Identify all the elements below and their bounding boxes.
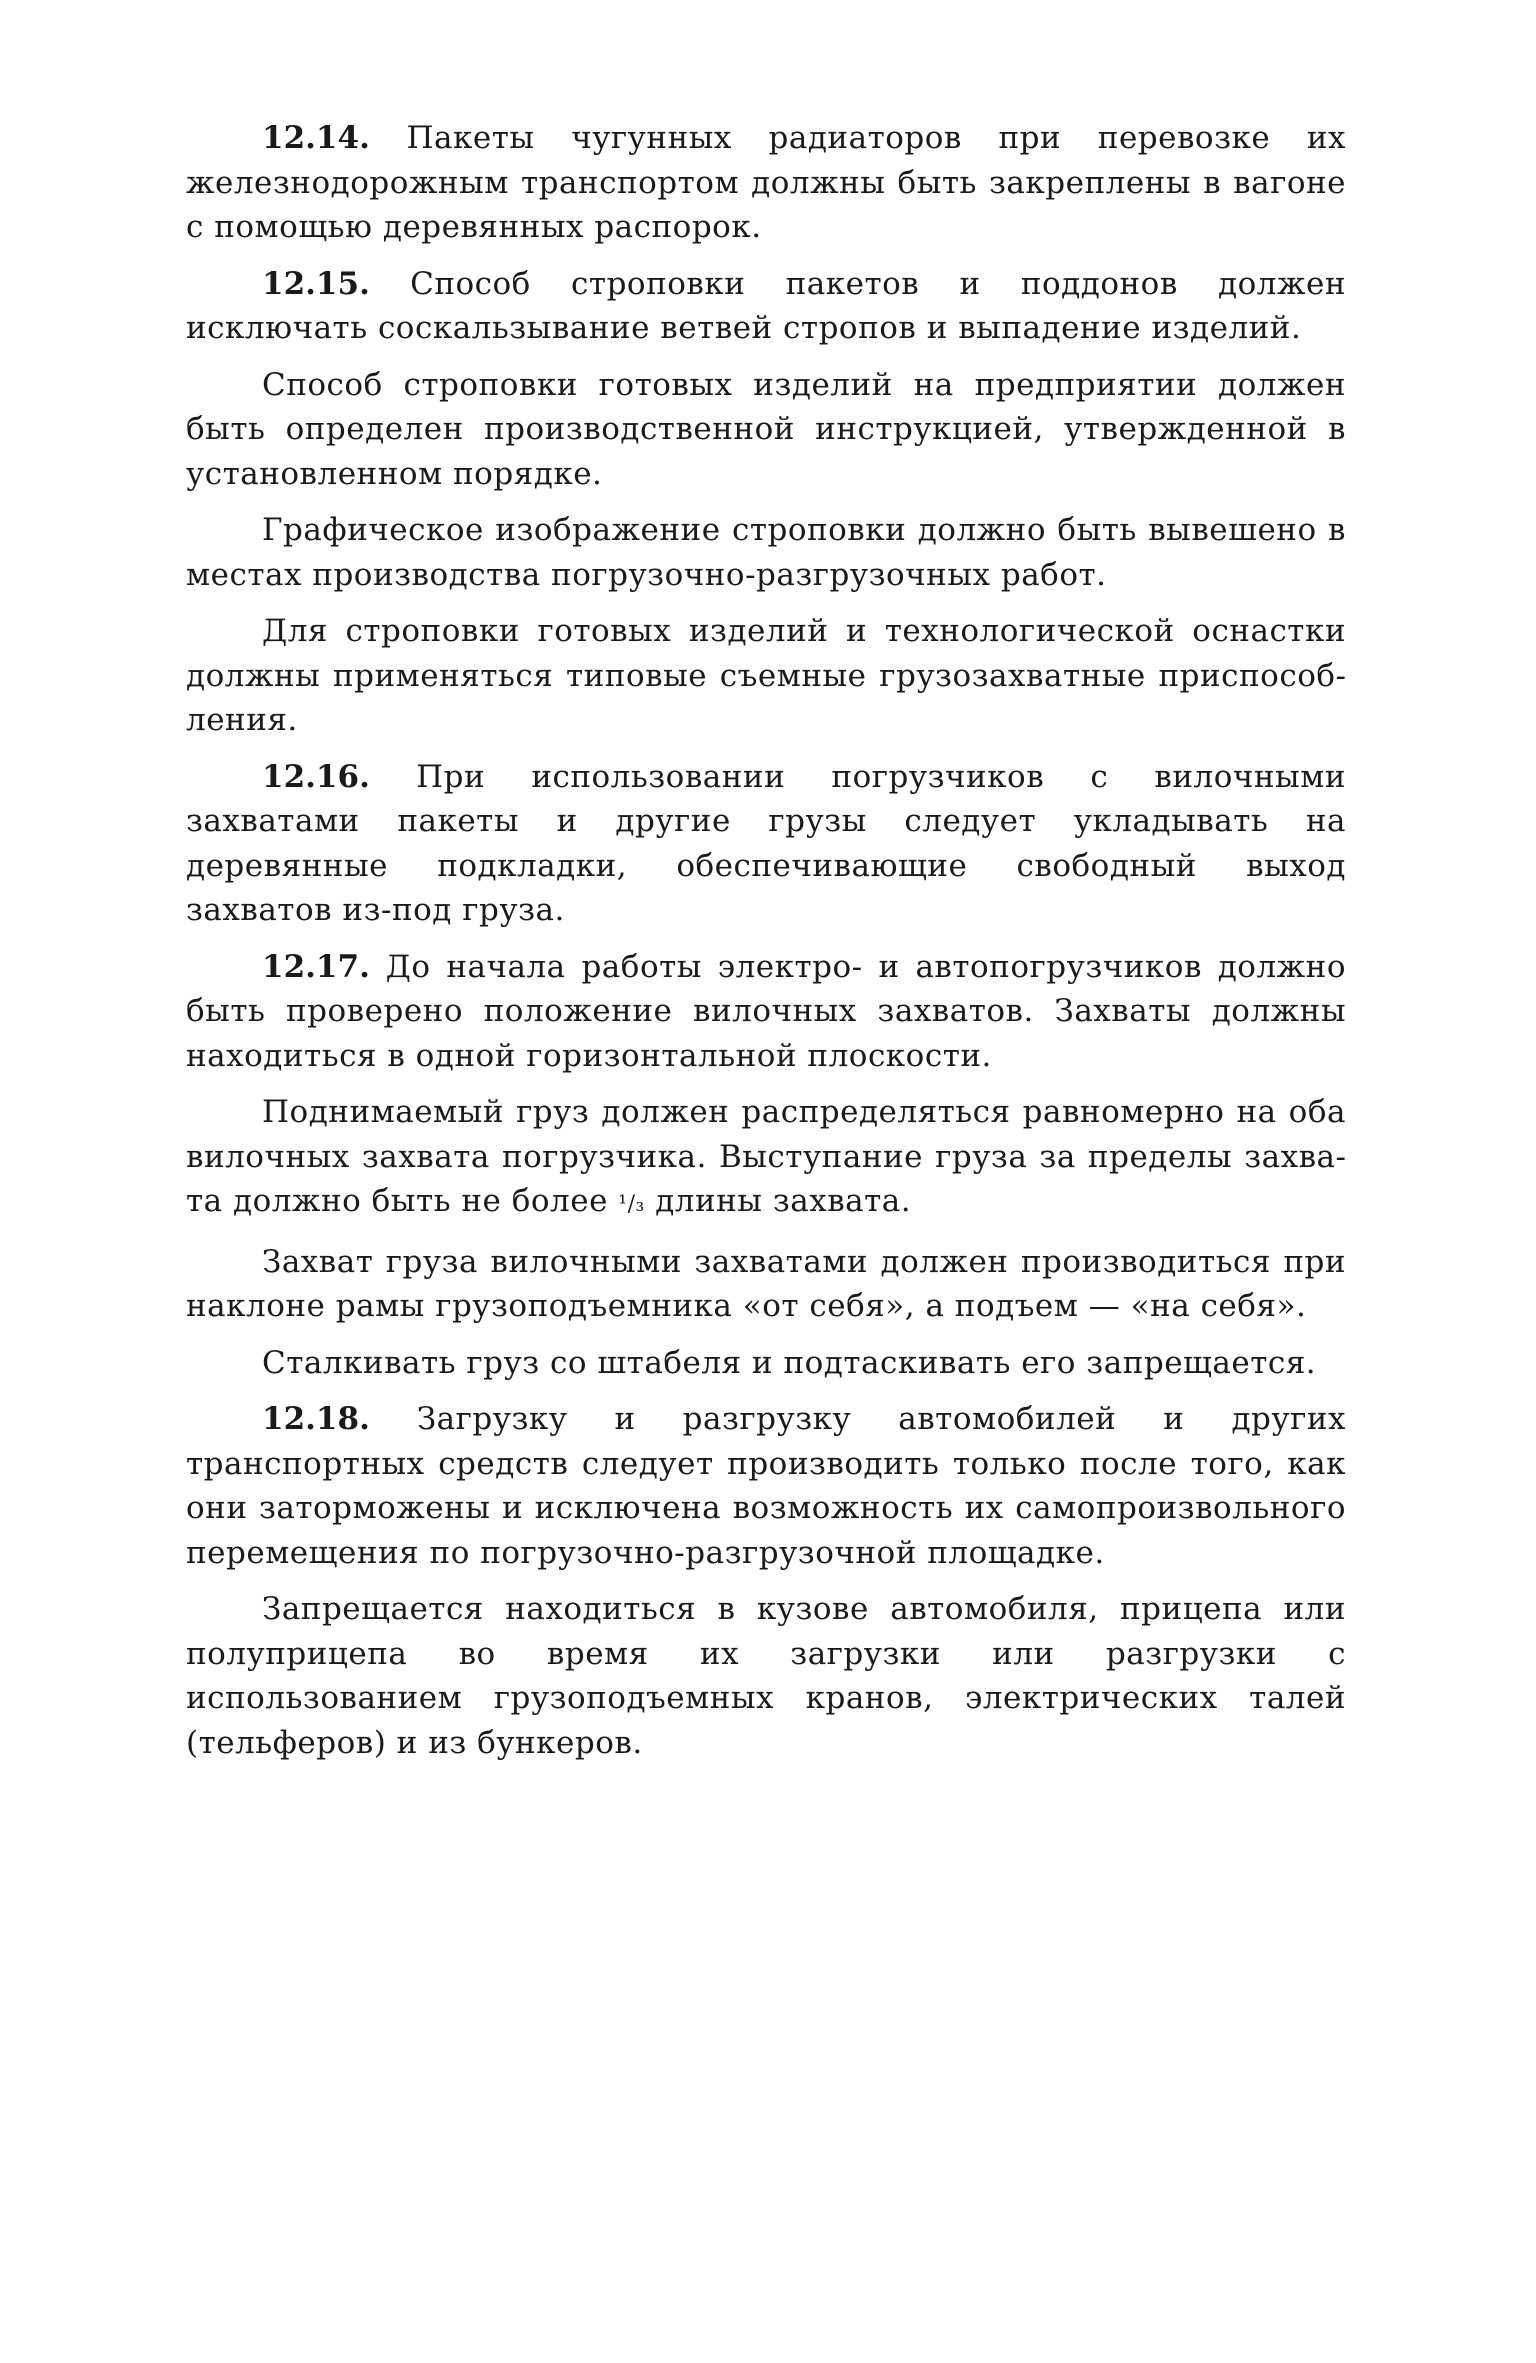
paragraph-text: Загрузку и разгрузку автомобилей и других транспортных средств следует производить только после того, как они заторможены и исключена возможность их самопроизвольного перемещения по погрузочно-разгрузочной площадке. bbox=[186, 1401, 1346, 1571]
paragraph-text: Пакеты чугунных радиаторов при перевозке их железнодорожным транспортом должны быть закреплены в вагоне с помощью деревянных распорок. bbox=[186, 120, 1346, 245]
paragraph-fork-tilt bbox=[186, 1240, 1346, 1329]
paragraph-12-16 bbox=[186, 755, 1346, 933]
paragraph-text: Захват груза вилочными захватами должен производиться при наклоне рамы грузоподъемника «от себя», а подъем — «на себя». bbox=[186, 1243, 1346, 1324]
clause-number: 12.18. bbox=[262, 1401, 370, 1437]
paragraph-text: Способ строповки пакетов и поддонов должен исключать соскальзывание ветвей стропов и выпадение изделий. bbox=[186, 265, 1346, 346]
paragraph-12-17 bbox=[186, 945, 1346, 1079]
paragraph-text: Сталкивать груз со штабеля и подтаскивать его запрещается. bbox=[262, 1344, 1317, 1381]
clause-number: 12.14. bbox=[262, 120, 370, 156]
paragraph-text-after: длины захвата. bbox=[644, 1183, 912, 1219]
paragraph-text: До начала работы электро- и автопогрузчиков должно быть проверено положение вилочных захватов. Захваты должны находиться в одной горизонтальной плоскости. bbox=[186, 948, 1346, 1074]
paragraph-load-distribution bbox=[186, 1090, 1346, 1228]
paragraph-text: При использовании погрузчиков с вилочными захватами пакеты и другие грузы следует укладывать на деревянные подкладки, обеспечивающие свободный выход захватов из-под груза. bbox=[186, 758, 1346, 928]
paragraph-12-15 bbox=[186, 262, 1346, 351]
paragraph-12-14 bbox=[186, 116, 1346, 250]
paragraph-12-18 bbox=[186, 1397, 1346, 1575]
paragraph-text: Поднимаемый груз должен распределяться равномерно на оба вилочных захвата погрузчика. Выступание груза за пределы захвата должно быть не более bbox=[186, 1094, 1346, 1219]
paragraph-slinging-instruction bbox=[186, 363, 1346, 497]
clause-number: 12.17. bbox=[262, 948, 370, 985]
paragraph-prohibition bbox=[186, 1587, 1346, 1765]
paragraph-text: Графическое изображение строповки должно быть вывешено в местах производства погрузочно-разгрузочных работ. bbox=[186, 512, 1346, 593]
paragraph-lifting-devices bbox=[186, 609, 1346, 743]
clause-number: 12.15. bbox=[262, 265, 370, 302]
paragraph-no-dragging bbox=[186, 1341, 1346, 1386]
paragraph-text: Способ строповки готовых изделий на предприятии должен быть определен производственной инструкцией, утвержденной в установленном порядке. bbox=[186, 366, 1346, 492]
paragraph-text: Запрещается находиться в кузове автомобиля, прицепа или полуприцепа во время их загрузки или разгрузки с использованием грузоподъемных кранов, электрических талей (тельферов) и из бункеров. bbox=[186, 1591, 1346, 1761]
document-page bbox=[186, 116, 1346, 1777]
fraction: ¹/₃ bbox=[618, 1192, 645, 1217]
paragraph-slinging-diagram bbox=[186, 508, 1346, 597]
clause-number: 12.16. bbox=[262, 758, 370, 795]
paragraph-text: Для строповки готовых изделий и технологической оснастки должны применяться типовые съемные грузозахватные приспособления. bbox=[186, 613, 1346, 738]
